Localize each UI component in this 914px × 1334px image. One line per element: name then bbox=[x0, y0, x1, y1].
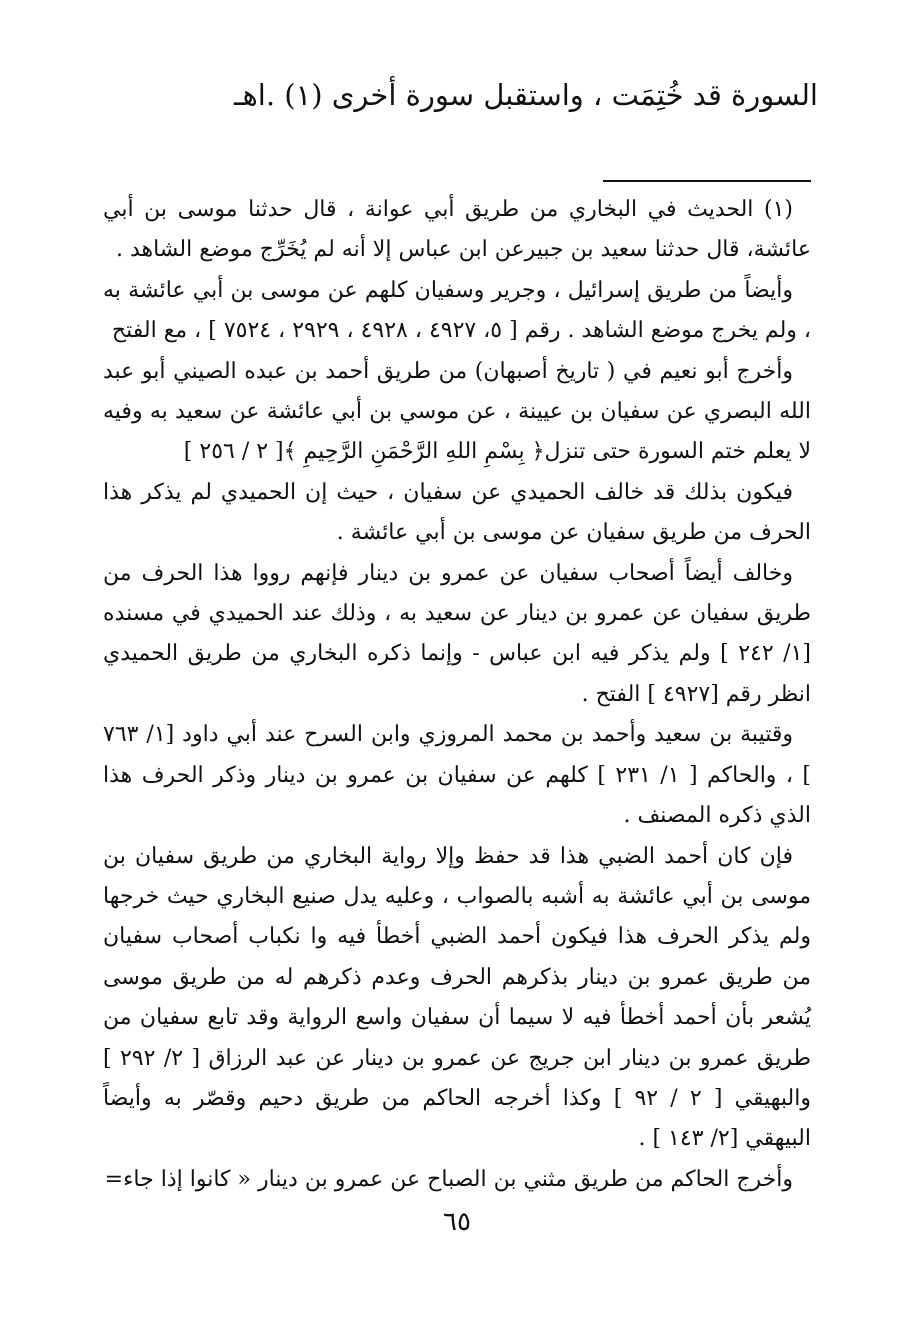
footnote-paragraph: فيكون بذلك قد خالف الحميدي عن سفيان ، حيث إن الحميدي لم يذكر هذا الحرف من طريق سفيان عن موسى بن أبي عائشة . bbox=[103, 479, 811, 546]
page-number: ٦٥ bbox=[443, 1207, 471, 1237]
footnote-paragraph: وقتيبة بن سعيد وأحمد بن محمد المروزي وابن السرح عند أبي داود [١/ ٧٦٣ ] ، والحاكم [ ١/ ٢٣١ ] كلهم عن سفيان بن عمرو بن دينار وذكر الحرف هذا الذي ذكره المصنف . bbox=[103, 722, 811, 829]
footnote-paragraph: وخالف أيضاً أصحاب سفيان عن عمرو بن دينار فإنهم رووا هذا الحرف من طريق سفيان عن عمرو بن دينار عن سعيد به ، وذلك عند الحميدي في مسنده [١/ ٢٤٢ ] ولم يذكر فيه ابن عباس - وإنما ذكره البخاري من طريق الحميدي انظر رقم [٤٩٢٧ ] الفتح . bbox=[103, 560, 812, 707]
footnotes-section bbox=[103, 190, 811, 1200]
footnote-paragraph: (١) الحديث في البخاري من طريق أبي عوانة ، قال حدثنا موسى بن أبي عائشة، قال حدثنا سعيد بن جبيرعن ابن عباس إلا أنه لم يُخَرِّج موضع الشاهد . bbox=[103, 197, 811, 263]
footnote-paragraph: وأخرج أبو نعيم في ( تاريخ أصبهان) من طريق أحمد بن عبده الصيني أبو عبد الله البصري عن سفيان بن عيينة ، عن موسي بن أبي عائشة عن سعيد به وفيه لا يعلم ختم السورة حتى تنزل﴿ بِسْمِ اللهِ الرَّحْمَنِ الرَّحِيمِ ﴾[ ٢ / ٢٥٦ ] bbox=[103, 358, 811, 465]
footnote-divider bbox=[603, 180, 811, 182]
footnote-paragraph: فإن كان أحمد الضبي هذا قد حفظ وإلا رواية البخاري من طريق سفيان بن موسى بن أبي عائشة به أشبه بالصواب ، وعليه يدل صنيع البخاري حيث خرجها ولم يذكر الحرف هذا فيكون أحمد الضبي أخطأ فيه وا نكباب أصحاب سفيان من طريق عمرو بن دينار بذكرهم الحرف وعدم ذكرهم له من طريق موسى يُشعر بأن أحمد أخطأ فيه لا سيما أن سفيان واسع الرواية وقد تابع سفيان من طريق عمرو بن دينار ابن جريج عن عمرو بن دينار عن عبد الرزاق [ ٢/ ٢٩٢ ] والبهيقي [ ٢ / ٩٢ ] وكذا أخرجه الحاكم من طريق دحيم وقصّر به وأيضاً البيهقي [٢/ ١٤٣ ] . bbox=[103, 843, 812, 1152]
footnote-paragraph: وأخرج الحاكم من طريق مثني بن الصباح عن عمرو بن دينار « كانوا إذا جاء= bbox=[104, 1166, 793, 1192]
footnote-paragraph: وأيضاً من طريق إسرائيل ، وجرير وسفيان كلهم عن موسى بن أبي عائشة به ، ولم يخرج موضع الشاهد . رقم [ ٥، ٤٩٢٧ ، ٤٩٢٨ ، ٢٩٢٩ ، ٧٥٢٤ ] ، مع الفتح bbox=[103, 277, 811, 344]
main-text-line: السورة قد خُتِمَت ، واستقبل سورة أخرى (١) .اهـ bbox=[234, 78, 818, 112]
